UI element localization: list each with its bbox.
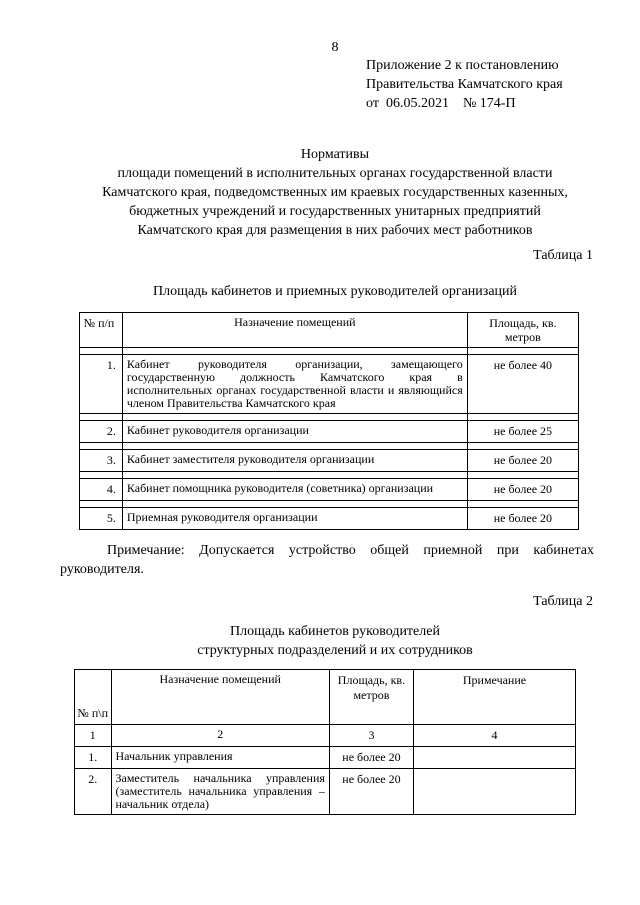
table2-header-num: № п\п [75, 670, 112, 725]
table1-label: Таблица 1 [533, 248, 593, 263]
row-remark [413, 747, 575, 769]
table1-spacer [80, 501, 579, 508]
column-number: 4 [413, 725, 575, 747]
table1-spacer [80, 443, 579, 450]
table2-header-row [75, 670, 576, 725]
row-number: 1. [80, 355, 123, 414]
row-area: не более 20 [329, 747, 413, 769]
table2-label: Таблица 2 [533, 594, 593, 609]
annex-block [366, 56, 563, 113]
column-number: 2 [111, 725, 329, 747]
row-area: не более 20 [329, 769, 413, 815]
table-row [80, 421, 579, 443]
page-number: 8 [331, 40, 339, 55]
annex-date: 06.05.2021 [385, 96, 449, 111]
table-row [75, 747, 576, 769]
row-number: 1. [75, 747, 112, 769]
table1-header-num: № п/п [80, 313, 123, 348]
title-line-1: Нормативы [300, 147, 370, 162]
row-number: 2. [75, 769, 112, 815]
document-title [60, 145, 610, 240]
annex-line-2: Правительства Камчатского края [366, 77, 563, 92]
table-row [80, 508, 579, 530]
table1-spacer [80, 472, 579, 479]
annex-line-1: Приложение 2 к постановлению [366, 58, 559, 73]
title-line-3: Камчатского края, подведомственных им краевых государственных казенных, [102, 185, 568, 200]
row-number: 2. [80, 421, 123, 443]
table1-header-row [80, 313, 579, 348]
annex-number: № 174-П [462, 96, 516, 111]
row-purpose: Кабинет руководителя организации [122, 421, 467, 443]
table1 [79, 312, 579, 530]
table1-spacer [80, 348, 579, 355]
table2-header-area: Площадь, кв. метров [329, 670, 413, 725]
row-remark [413, 769, 575, 815]
annex-date-prefix: от [366, 96, 379, 111]
column-number: 1 [75, 725, 112, 747]
table-row [80, 355, 579, 414]
table-row [80, 450, 579, 472]
table2 [74, 669, 576, 815]
table1-header-purpose: Назначение помещений [122, 313, 467, 348]
row-area: не более 20 [467, 479, 578, 501]
row-area: не более 20 [467, 508, 578, 530]
annex-line-3 [366, 94, 563, 113]
table2-caption [60, 622, 610, 660]
row-purpose: Начальник управления [111, 747, 329, 769]
row-number: 4. [80, 479, 123, 501]
title-line-2: площади помещений в исполнительных органах государственной власти [117, 166, 553, 181]
row-purpose: Кабинет заместителя руководителя организации [122, 450, 467, 472]
table2-caption-line-2: структурных подразделений и их сотрудников [197, 643, 473, 658]
title-line-5: Камчатского края для размещения в них рабочих мест работников [137, 223, 533, 238]
row-purpose: Приемная руководителя организации [122, 508, 467, 530]
table1-caption: Площадь кабинетов и приемных руководителей организаций [152, 284, 518, 299]
row-number: 3. [80, 450, 123, 472]
table2-header-purpose: Назначение помещений [111, 670, 329, 725]
table2-column-numbers [75, 725, 576, 747]
row-area: не более 20 [467, 450, 578, 472]
column-number: 3 [329, 725, 413, 747]
row-purpose: Заместитель начальника управления (заместитель начальника управления – начальник отдела) [111, 769, 329, 815]
table1-spacer [80, 414, 579, 421]
row-number: 5. [80, 508, 123, 530]
row-area: не более 25 [467, 421, 578, 443]
table-row [80, 479, 579, 501]
row-purpose: Кабинет помощника руководителя (советника) организации [122, 479, 467, 501]
row-purpose: Кабинет руководителя организации, замещающего государственную должность Камчатского края в исполнительных органах государственной власти и являющийся членом Правительства Камчатского края [122, 355, 467, 414]
row-area: не более 40 [467, 355, 578, 414]
table-row [75, 769, 576, 815]
note-paragraph: Примечание: Допускается устройство общей приемной при кабинетах руководителя. [60, 543, 594, 577]
title-line-4: бюджетных учреждений и государственных унитарных предприятий [129, 204, 541, 219]
table1-header-area: Площадь, кв. метров [467, 313, 578, 348]
table2-caption-line-1: Площадь кабинетов руководителей [230, 624, 440, 639]
table2-header-remark: Примечание [413, 670, 575, 725]
